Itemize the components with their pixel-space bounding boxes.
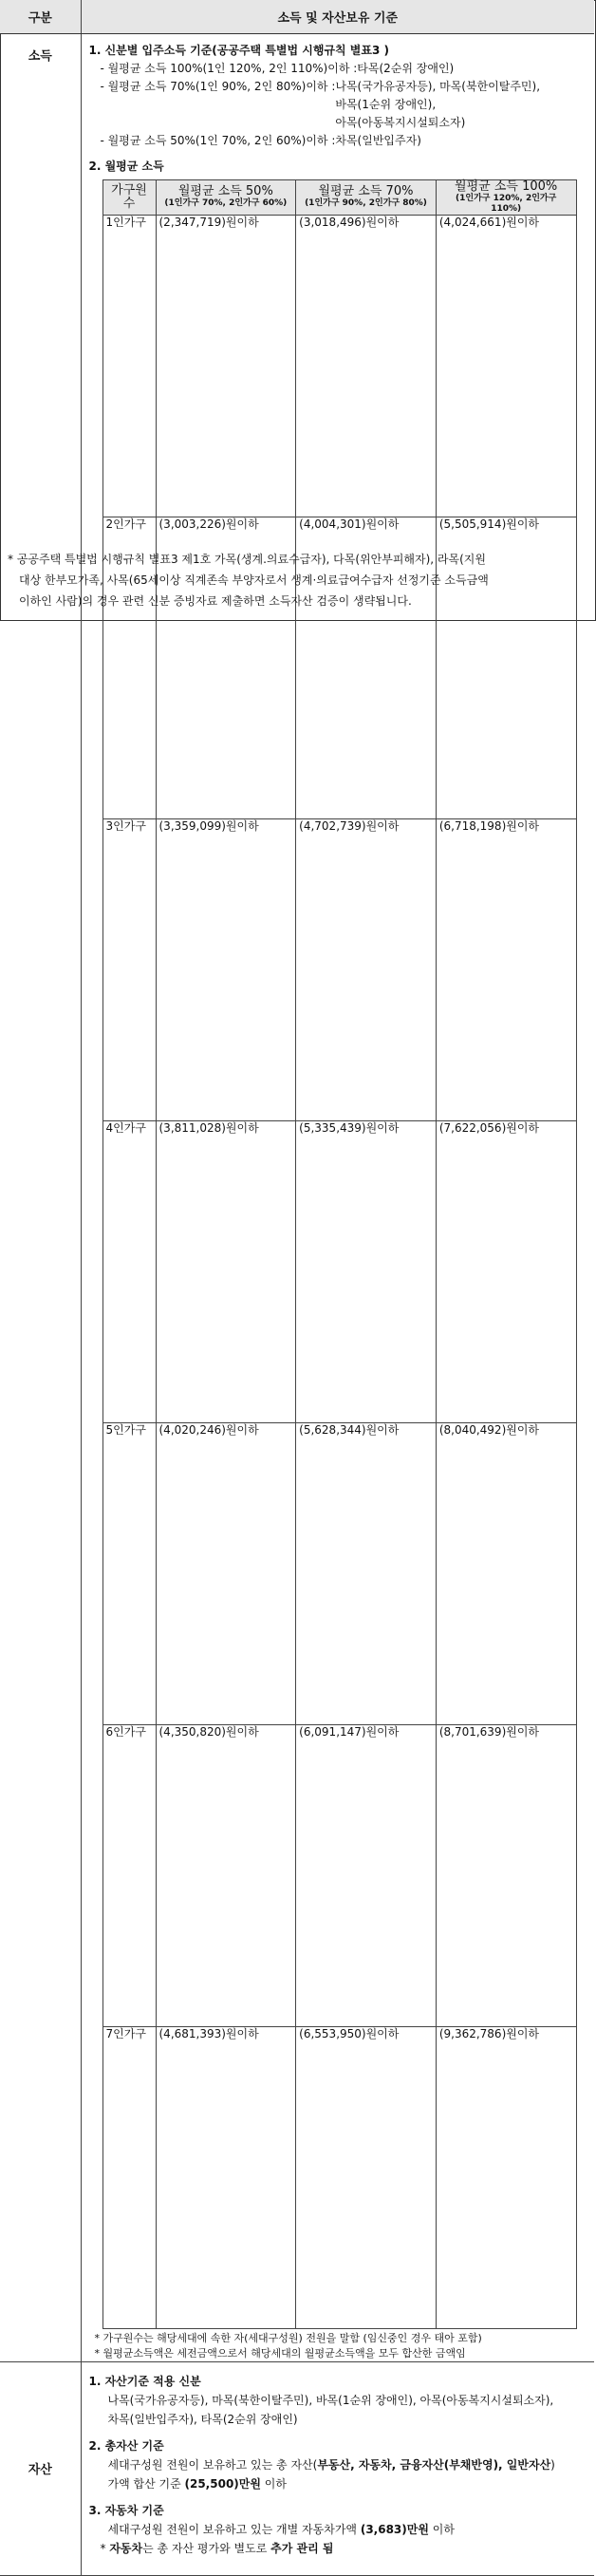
income-limit-cell: (4,004,301)원이하 <box>296 517 437 818</box>
income-row <box>0 33 594 2361</box>
income-limit-cell: (6,091,147)원이하 <box>296 1724 437 2026</box>
income-criterion-3: - 월평균 소득 50%(1인 70%, 2인 60%)이하 : 차목(일반입주자) <box>100 133 421 147</box>
household-size-cell: 7인가구 <box>102 2026 156 2328</box>
income-criterion-2: - 월평균 소득 70%(1인 90%, 2인 80%)이하 : 나목(국가유공자등), 마목(북한이탈주민), 바목(1순위 장애인), 아목(아동복지시설퇴소자) <box>100 79 541 129</box>
asset-content: 1. 자산기준 적용 신분 나목(국가유공자등), 마목(북한이탈주민), 바목(1순위 장애인), 아목(아동복지시설퇴소자), 차목(일반입주자), 타목(2순위 장애인) 2. 총자산 기준 세대구성원 전원이 보유하고 있는 총 자산(부동산, 자동차, 금융자산(부채반영), 일반자산) 가액 합산 기준 (25,500)만원 이하 3. 자동차 기준 세대구성원 전원이 보유하고 있는 개별 자동차가액 (3,683)만원 이하 * 자동차는 총 자산 평가와 별도로 추가 관리 됨 <box>81 2361 594 2575</box>
footnote: * 공공주택 특별법 시행규칙 별표3 제1호 가목(생계.의료수급자), 다목(위안부피해자), 라목(지원 대상 한부모가족, 사목(65세이상 직계존속 부양자로서 생계·의료급여수급자 선정기준 소득금액 이하인 사람)의 경우 관련 신분 증빙자료 제출하면 소득자산 검증이 생략됩니다. <box>8 553 489 608</box>
household-size-cell: 5인가구 <box>102 1422 156 1724</box>
income-limit-cell: (3,003,226)원이하 <box>156 517 296 818</box>
income-limit-cell: (3,359,099)원이하 <box>156 818 296 1120</box>
income-limit-cell: (4,020,246)원이하 <box>156 1422 296 1724</box>
income-limit-cell: (4,681,393)원이하 <box>156 2026 296 2328</box>
income-limit-cell: (6,553,950)원이하 <box>296 2026 437 2328</box>
header-criteria: 소득 및 자산보유 기준 <box>81 0 594 33</box>
income-limit-cell: (4,702,739)원이하 <box>296 818 437 1120</box>
household-size-cell: 2인가구 <box>102 517 156 818</box>
income-limit-cell: (7,622,056)원이하 <box>436 1120 576 1422</box>
income-table-row <box>102 215 576 517</box>
income-limit-cell: (2,347,719)원이하 <box>156 215 296 517</box>
income-70-header: 월평균 소득 70% (1인가구 90%, 2인가구 80%) <box>296 179 437 215</box>
asset-s2-line1: 세대구성원 전원이 보유하고 있는 총 자산(부동산, 자동차, 금융자산(부채반영), 일반자산) <box>107 2457 555 2472</box>
household-size-cell: 4인가구 <box>102 1120 156 1422</box>
income-table-row <box>102 1422 576 1724</box>
asset-s1-title: 1. 자산기준 적용 신분 <box>88 2374 201 2388</box>
income-limit-cell: (5,335,439)원이하 <box>296 1120 437 1422</box>
income-table-row <box>102 2026 576 2328</box>
asset-row <box>0 2361 594 2575</box>
income-section1-title: 1. 신분별 입주소득 기준(공공주택 특별법 시행규칙 별표3 ) <box>88 43 389 57</box>
household-size-header: 가구원수 <box>102 179 156 215</box>
income-limit-cell: (5,628,344)원이하 <box>296 1422 437 1724</box>
note-household: * 가구원수는 해당세대에 속한 자(세대구성원) 전원을 말함 (임신중인 경우 태아 포함) <box>94 2331 482 2344</box>
income-100-header: 월평균 소득 100% (1인가구 120%, 2인가구 110%) <box>436 179 576 215</box>
asset-s3-title: 3. 자동차 기준 <box>88 2503 164 2517</box>
income-limit-cell: (8,040,492)원이하 <box>436 1422 576 1724</box>
note-income: * 월평균소득액은 세전금액으로서 해당세대의 월평균소득액을 모두 합산한 금액임 <box>94 2346 466 2360</box>
income-table-row <box>102 1724 576 2026</box>
income-table-row <box>102 1120 576 1422</box>
income-limit-cell: (4,350,820)원이하 <box>156 1724 296 2026</box>
household-size-cell: 1인가구 <box>102 215 156 517</box>
income-section2-title: 2. 월평균 소득 <box>88 159 164 173</box>
income-limit-cell: (6,718,198)원이하 <box>436 818 576 1120</box>
income-label: 소득 <box>0 33 81 2361</box>
income-limit-cell: (3,018,496)원이하 <box>296 215 437 517</box>
income-limit-cell: (8,701,639)원이하 <box>436 1724 576 2026</box>
household-size-cell: 3인가구 <box>102 818 156 1120</box>
asset-s2-line2: 가액 합산 기준 (25,500)만원 이하 <box>107 2476 287 2491</box>
income-limit-cell: (3,811,028)원이하 <box>156 1120 296 1422</box>
asset-label: 자산 <box>0 2361 81 2575</box>
household-size-cell: 6인가구 <box>102 1724 156 2026</box>
income-limit-cell: (5,505,914)원이하 <box>436 517 576 818</box>
income-limit-cell: (9,362,786)원이하 <box>436 2026 576 2328</box>
income-limit-cell: (4,024,661)원이하 <box>436 215 576 517</box>
header-category: 구분 <box>0 0 81 33</box>
asset-s2-title: 2. 총자산 기준 <box>88 2438 164 2453</box>
income-content <box>81 33 594 2361</box>
asset-s3-line1: 세대구성원 전원이 보유하고 있는 개별 자동차가액 (3,683)만원 이하 <box>107 2522 455 2536</box>
monthly-income-table <box>102 179 577 2329</box>
income-50-header: 월평균 소득 50% (1인가구 70%, 2인가구 60%) <box>156 179 296 215</box>
income-criterion-1: - 월평균 소득 100%(1인 120%, 2인 110%)이하 : 타목(2순위 장애인) <box>100 61 455 75</box>
asset-s3-line2: * 자동차는 총 자산 평가와 별도로 추가 관리 됨 <box>100 2541 334 2555</box>
income-table-row <box>102 818 576 1120</box>
